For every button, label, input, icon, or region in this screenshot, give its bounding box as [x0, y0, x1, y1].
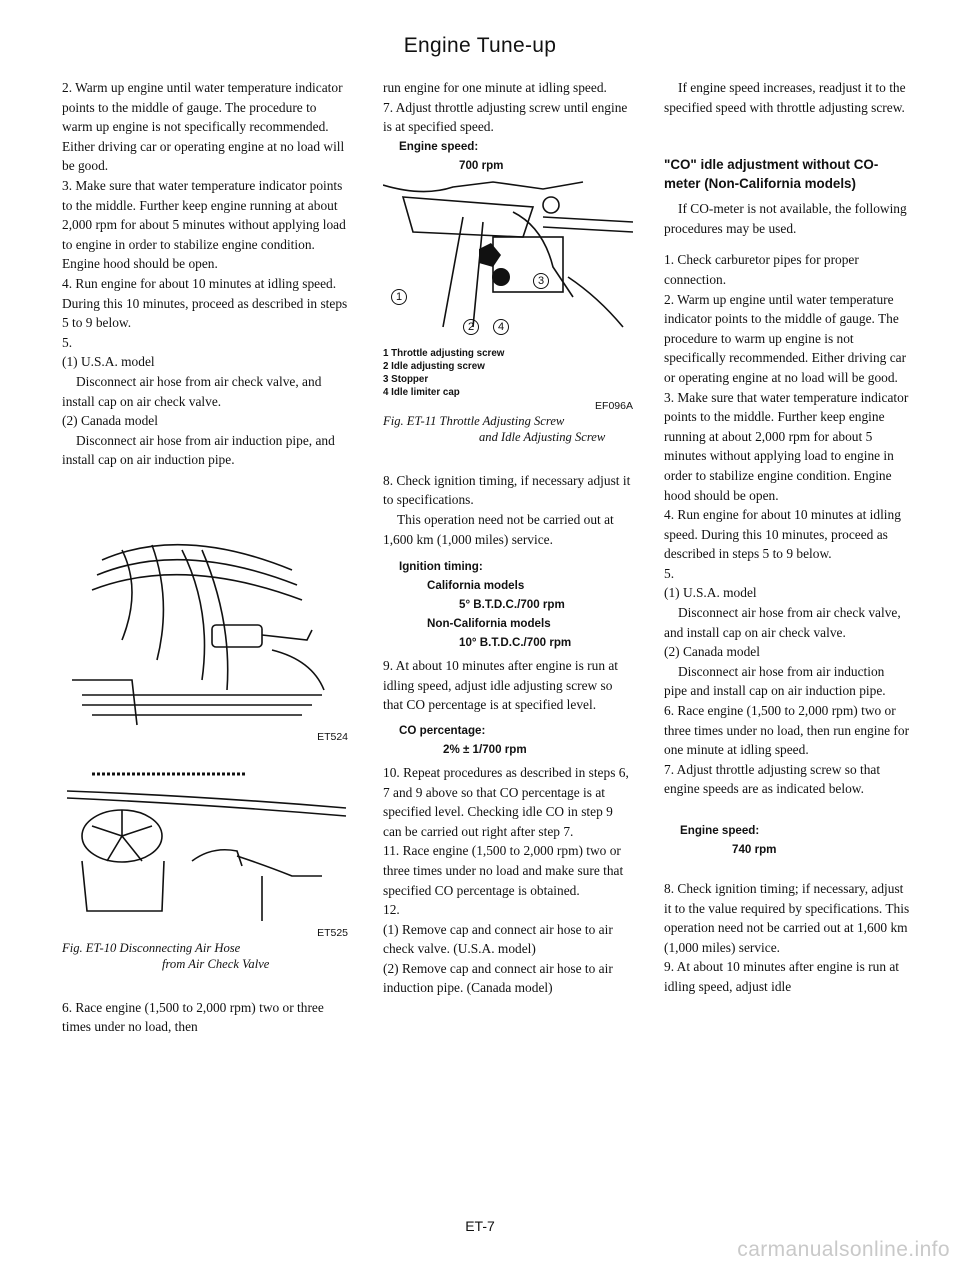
figure-et10-caption-title: from Air Check Valve	[162, 956, 270, 971]
step-2-paragraph: 2. Warm up engine until water temperature indicator points to the middle of gauge. The procedure to warm up engine is not specifically recommended. Either driving car or operating engine at no load will be good.	[62, 80, 345, 174]
legend-item: 2 Idle adjusting screw	[383, 360, 485, 372]
step-5-number: 5.	[664, 565, 675, 581]
step-3-paragraph: 3. Make sure that water temperature indicator points to the middle. Further keep engine running at about 2,000 rpm for about 5 minutes without applying load to engine in order to stabilize engine condition. Engine hood should be open.	[664, 389, 909, 503]
step-8-paragraph: 8. Check ignition timing; if necessary, adjust it to the value required by specifications. This operation need not be carried out at 1,600 km (1,000 miles) service.	[664, 881, 910, 955]
callout-2: 2	[463, 319, 479, 335]
figure-et10-caption	[62, 940, 348, 972]
step-5-number: 5.	[62, 334, 73, 350]
step-8-paragraph: 8. Check ignition timing, if necessary adjust it to specifications.	[383, 472, 631, 508]
figure-et524-air-hose-illustration	[62, 530, 348, 730]
page-number: ET-7	[465, 1218, 495, 1234]
non-california-models-value: 10° B.T.D.C./700 rpm	[459, 636, 572, 650]
callout-1: 1	[391, 289, 407, 305]
canada-model-title: (2) Canada model	[664, 644, 760, 660]
step-7-paragraph: 7. Adjust throttle adjusting screw until engine is at specified speed.	[383, 99, 628, 135]
figure-et11-carburetor-illustration	[383, 177, 633, 347]
usa-model-text: Disconnect air hose from air check valve, and install cap on air check valve.	[664, 605, 901, 640]
canada-model-title: (2) Canada model	[62, 413, 158, 429]
step-4-paragraph: 4. Run engine for about 10 minutes at idling speed. During this 10 minutes, proceed as described in steps 5 to 9 below.	[664, 507, 901, 562]
readjust-paragraph: If engine speed increases, readjust it to the specified speed with throttle adjusting screw.	[664, 80, 906, 115]
engine-speed-label: Engine speed:	[399, 139, 479, 153]
step-9-paragraph: 9. At about 10 minutes after engine is run at idling speed, adjust idle	[664, 959, 900, 994]
co-percentage-value: 2% ± 1/700 rpm	[443, 742, 527, 756]
step-6-continuation: run engine for one minute at idling speed.	[383, 80, 607, 95]
figure-et525-air-cleaner-illustration	[62, 766, 348, 926]
california-models-value: 5° B.T.D.C./700 rpm	[459, 598, 565, 612]
engine-speed-value: 740 rpm	[732, 843, 777, 856]
callout-3: 3	[533, 273, 549, 289]
page-title: Engine Tune-up	[403, 34, 557, 57]
step-11-paragraph: 11. Race engine (1,500 to 2,000 rpm) two or three times under no load and make sure that specified CO percentage is obtained.	[383, 843, 624, 898]
step-10-paragraph: 10. Repeat procedures as described in steps 6, 7 and 9 above so that CO percentage is at specified level. Checking idle CO in step 9 can be carried out right after step 7.	[383, 764, 629, 839]
step-2-paragraph: 2. Warm up engine until water temperature indicator points to the middle of gauge. The procedure to warm up engine is not specifically recommended. Either driving car or operating engine at no load will be good.	[664, 291, 907, 385]
callout-4: 4	[493, 319, 509, 335]
step-12-canada: (2) Remove cap and connect air hose to air induction pipe. (Canada model)	[383, 960, 613, 996]
co-meter-unavailable-paragraph: If CO-meter is not available, the following procedures may be used.	[664, 201, 907, 236]
ignition-timing-spec	[383, 557, 633, 652]
engine-speed-label: Engine speed:	[680, 824, 760, 837]
column-middle	[383, 78, 633, 998]
co-percentage-spec	[383, 721, 633, 759]
step-1-paragraph: 1. Check carburetor pipes for proper connection.	[664, 252, 859, 287]
california-models-label: California models	[427, 579, 525, 593]
step-8-note: This operation need not be carried out at 1,600 km (1,000 miles) service.	[383, 511, 614, 547]
step-9-paragraph: 9. At about 10 minutes after engine is run at idling speed, adjust idle adjusting screw so that CO percentage is at specified level.	[383, 658, 619, 713]
usa-model-title: (1) U.S.A. model	[664, 585, 757, 601]
step-6-paragraph: 6. Race engine (1,500 to 2,000 rpm) two or three times under no load, then	[62, 999, 324, 1035]
usa-model-title: (1) U.S.A. model	[62, 354, 155, 370]
watermark: carmanualsonline.info	[737, 1238, 950, 1261]
figure-et11-caption	[383, 413, 633, 445]
engine-speed-spec	[664, 821, 910, 859]
legend-item: 1 Throttle adjusting screw	[383, 347, 505, 359]
figure-et10-caption-label: Fig. ET-10 Disconnecting Air Hose	[62, 940, 241, 955]
non-california-models-label: Non-California models	[427, 617, 551, 631]
step-4-paragraph: 4. Run engine for about 10 minutes at idling speed. During this 10 minutes, proceed as described in steps 5 to 9 below.	[62, 275, 348, 331]
usa-model-text: Disconnect air hose from air check valve, and install cap on air check valve.	[62, 373, 322, 409]
figure-et524-code: ET524	[317, 730, 348, 743]
section-heading-co-idle-adjustment: "CO" idle adjustment without CO-meter (Non-California models)	[664, 157, 879, 192]
legend-item: 4 Idle limiter cap	[383, 386, 460, 398]
legend-item: 3 Stopper	[383, 373, 429, 385]
figure-et11-legend	[383, 347, 633, 399]
figure-et11-caption-label: Fig. ET-11 Throttle Adjusting Screw	[383, 413, 565, 428]
step-7-paragraph: 7. Adjust throttle adjusting screw so that engine speeds are as indicated below.	[664, 761, 881, 797]
step-6-paragraph: 6. Race engine (1,500 to 2,000 rpm) two or three times under no load, then run engine for one minute at idling speed.	[664, 703, 910, 758]
engine-speed-value: 700 rpm	[459, 158, 504, 172]
engine-speed-spec	[383, 137, 633, 175]
co-percentage-label: CO percentage:	[399, 723, 486, 737]
step-12-number: 12.	[383, 902, 400, 918]
column-left	[62, 78, 348, 1037]
step-3-paragraph: 3. Make sure that water temperature indicator points to the middle. Further keep engine running at about 2,000 rpm for about 5 minutes without applying load to engine in order to stabilize engine condition. Engine hood should be open.	[62, 177, 346, 272]
figure-et525-code: ET525	[317, 926, 348, 939]
canada-model-text: Disconnect air hose from air induction pipe, and install cap on air induction pipe.	[62, 432, 335, 468]
figure-et11-code: EF096A	[595, 399, 633, 412]
canada-model-text: Disconnect air hose from air induction pipe and install cap on air induction pipe.	[664, 663, 886, 699]
column-right	[664, 78, 910, 997]
figure-et11-caption-title: and Idle Adjusting Screw	[479, 429, 606, 444]
ignition-timing-label: Ignition timing:	[399, 560, 483, 574]
step-12-usa: (1) Remove cap and connect air hose to air check valve. (U.S.A. model)	[383, 921, 613, 957]
